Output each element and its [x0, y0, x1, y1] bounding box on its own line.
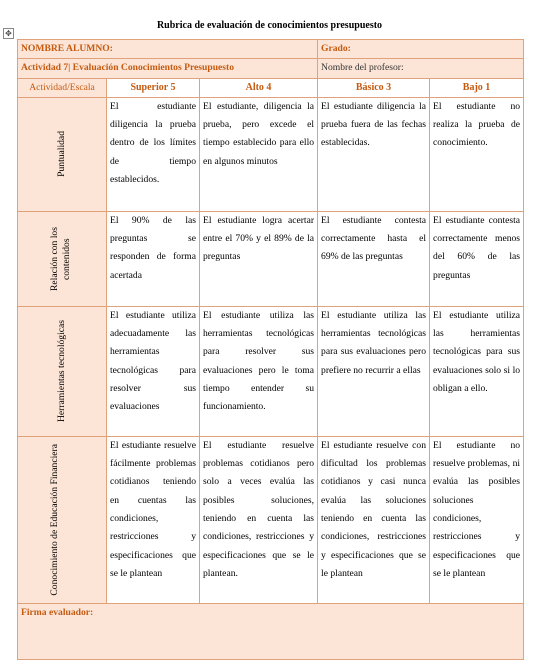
rubric-row-herramientas — [18, 306, 524, 436]
rubric-row-contenidos — [18, 211, 524, 306]
student-row — [18, 40, 524, 59]
rubric-cell[interactable]: El estudiante diligencia la prueba dentro de los límites de tiempo establecidos. — [107, 97, 200, 211]
criterion-cell — [18, 436, 107, 603]
signature-field[interactable]: Firma evaluador: — [18, 603, 524, 659]
rubric-row-educacion-financiera — [18, 436, 524, 603]
criterion-cell — [18, 211, 107, 306]
grade-field[interactable]: Grado: — [318, 40, 524, 59]
level-superior: Superior 5 — [107, 78, 200, 97]
rubric-cell[interactable]: El estudiante resuelve con dificultad los problemas cotidianos y casi nunca evalúa las soluciones teniendo en cuenta las condiciones, restricciones y especificaciones que se le plantean — [318, 436, 430, 603]
scale-corner-label: Actividad/Escala — [18, 78, 107, 97]
criterion-cell — [18, 306, 107, 436]
criterion-label: Puntualidad — [56, 131, 67, 178]
rubric-cell[interactable]: El estudiante contesta correctamente hasta el 69% de las preguntas — [318, 211, 430, 306]
level-basico: Básico 3 — [318, 78, 430, 97]
activity-row — [18, 59, 524, 78]
rubric-cell[interactable]: El estudiante utiliza las herramientas tecnológicas para sus evaluaciones solo si lo obligan a ello. — [430, 306, 524, 436]
rubric-cell[interactable]: El estudiante utiliza las herramientas tecnológicas para sus evaluaciones pero prefiere no recurrir a ellas — [318, 306, 430, 436]
criterion-cell — [18, 97, 107, 211]
level-bajo: Bajo 1 — [430, 78, 524, 97]
signature-row — [18, 603, 524, 659]
table-move-handle-icon[interactable]: ✥ — [3, 28, 14, 39]
rubric-cell[interactable]: El estudiante no realiza la prueba de conocimiento. — [430, 97, 524, 211]
rubric-cell[interactable]: El estudiante, diligencia la prueba, pero excede el tiempo establecido para ello en algunos minutos — [200, 97, 318, 211]
level-alto: Alto 4 — [200, 78, 318, 97]
rubric-cell[interactable]: El estudiante no resuelve problemas, ni evalúa las posibles soluciones condiciones, restricciones y especificaciones que se le plantean — [430, 436, 524, 603]
document-title: Rubrica de evaluación de conocimientos presupuesto — [156, 20, 383, 31]
rubric-row-puntualidad — [18, 97, 524, 211]
rubric-cell[interactable]: El estudiante diligencia la prueba fuera de las fechas establecidas. — [318, 97, 430, 211]
activity-label: Actividad 7| Evaluación Conocimientos Presupuesto — [18, 59, 318, 78]
student-name-field[interactable]: NOMBRE ALUMNO: — [18, 40, 318, 59]
rubric-cell[interactable]: El estudiante contesta correctamente menos del 60% de las preguntas — [430, 211, 524, 306]
rubric-cell[interactable]: El estudiante utiliza adecuadamente las herramientas tecnológicas para resolver sus evaluaciones — [107, 306, 200, 436]
rubric-cell[interactable]: El estudiante utiliza las herramientas tecnológicas para resolver sus evaluaciones pero le toma tiempo entender su funcionamiento. — [200, 306, 318, 436]
criterion-label: Relación con los contenidos — [49, 226, 72, 291]
rubric-cell[interactable]: El estudiante resuelve fácilmente problemas cotidianos teniendo en cuentas las condiciones, restricciones y especificaciones que se le plantean — [107, 436, 200, 603]
rubric-cell[interactable]: El estudiante logra acertar entre el 70% y el 89% de la preguntas — [200, 211, 318, 306]
rubric-cell[interactable]: El estudiante resuelve problemas cotidianos pero solo a veces evalúa las posibles soluciones, teniendo en cuenta las condiciones, restricciones y especificaciones que se le plantean. — [200, 436, 318, 603]
criterion-label: Herramientas tecnológicas — [56, 320, 67, 423]
rubric-cell[interactable]: El 90% de las preguntas se responden de forma acertada — [107, 211, 200, 306]
rubric-table — [17, 39, 524, 660]
criterion-label: Conocimiento de Educación Financiera — [49, 444, 60, 596]
scale-header-row — [18, 78, 524, 97]
teacher-name-field[interactable]: Nombre del profesor: — [318, 59, 524, 78]
